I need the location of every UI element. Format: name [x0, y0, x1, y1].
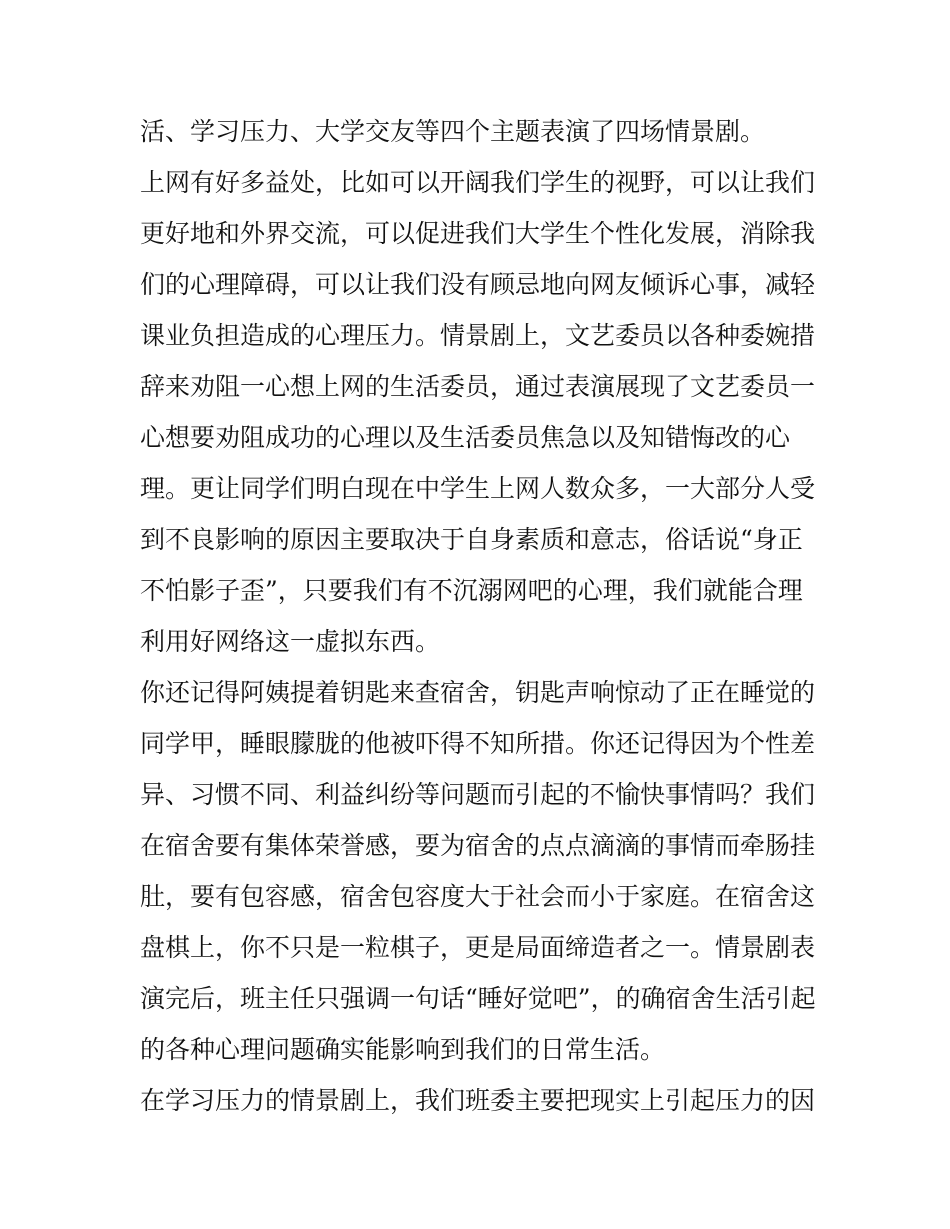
- text-line: 更好地和外界交流，可以促进我们大学生个性化发展，消除我: [140, 219, 816, 248]
- text-line: 课业负担造成的心理压力。情景剧上，文艺委员以各种委婉措: [140, 321, 816, 350]
- text-line: 异、习惯不同、利益纠纷等问题而引起的不愉快事情吗？我们: [140, 780, 816, 809]
- text-line: 在宿舍要有集体荣誉感，要为宿舍的点点滴滴的事情而牵肠挂: [140, 831, 816, 860]
- text-line: 肚，要有包容感，宿舍包容度大于社会而小于家庭。在宿舍这: [140, 882, 816, 911]
- text-line: 到不良影响的原因主要取决于自身素质和意志，俗话说“身正: [140, 525, 803, 554]
- text-line: 心想要劝阻成功的心理以及生活委员焦急以及知错悔改的心: [140, 423, 791, 452]
- text-line: 盘棋上，你不只是一粒棋子，更是局面缔造者之一。情景剧表: [140, 933, 816, 962]
- text-line: 你还记得阿姨提着钥匙来查宿舍，钥匙声响惊动了正在睡觉的: [140, 678, 816, 707]
- text-line: 辞来劝阻一心想上网的生活委员，通过表演展现了文艺委员一: [140, 372, 816, 401]
- text-line: 的各种心理问题确实能影响到我们的日常生活。: [140, 1035, 666, 1064]
- text-line: 理。更让同学们明白现在中学生上网人数众多，一大部分人受: [140, 474, 816, 503]
- text-line: 在学习压力的情景剧上，我们班委主要把现实上引起压力的因: [140, 1086, 816, 1115]
- text-line: 同学甲，睡眼朦胧的他被吓得不知所措。你还记得因为个性差: [140, 729, 816, 758]
- body-text: [140, 106, 820, 1126]
- text-line: 演完后，班主任只强调一句话“睡好觉吧”，的确宿舍生活引起: [140, 984, 816, 1013]
- text-line: 不怕影子歪”，只要我们有不沉溺网吧的心理，我们就能合理: [140, 576, 803, 605]
- text-line: 利用好网络这一虚拟东西。: [140, 627, 441, 656]
- text-line: 上网有好多益处，比如可以开阔我们学生的视野，可以让我们: [140, 168, 816, 197]
- text-line: 们的心理障碍，可以让我们没有顾忌地向网友倾诉心事，减轻: [140, 270, 816, 299]
- text-line: 活、学习压力、大学交友等四个主题表演了四场情景剧。: [140, 117, 766, 146]
